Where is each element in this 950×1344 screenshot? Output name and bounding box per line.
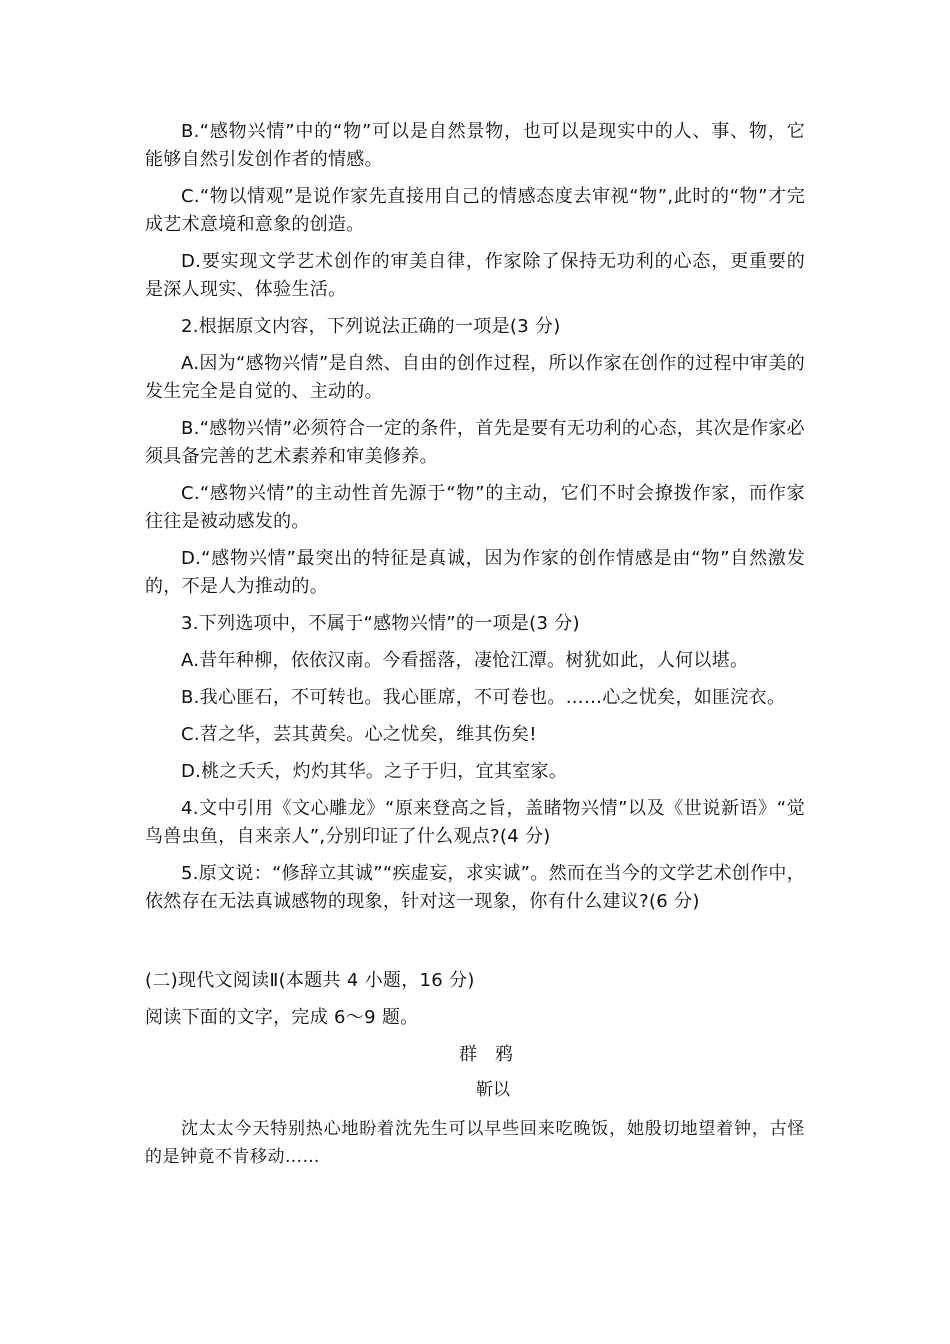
exam-page <box>145 118 805 1180</box>
story-title: 群鸦 <box>459 1044 531 1065</box>
q2-option-d: D.“感物兴情”最突出的特征是真诚，因为作家的创作情感是由“物”自然激发的，不是人为推动的。 <box>145 548 805 597</box>
q3-option-c: C.苕之华，芸其黄矣。心之忧矣，维其伤矣! <box>181 724 537 745</box>
q2-option-b: B.“感物兴情”必须符合一定的条件，首先是要有无功利的心态，其次是作家必须具备完善的艺术素养和审美修养。 <box>145 418 805 467</box>
q2-option-a: A.因为“感物兴情”是自然、自由的创作过程，所以作家在创作的过程中审美的发生完全是自觉的、主动的。 <box>145 353 805 402</box>
section-spacer <box>145 925 805 967</box>
story-opening: 沈太太今天特别热心地盼着沈先生可以早些回来吃晚饭，她殷切地望着钟，古怪的是钟竟不肯移动…… <box>145 1119 805 1167</box>
q4-stem: 4.文中引用《文心雕龙》“原来登高之旨，盖睹物兴情”以及《世说新语》“觉鸟兽虫鱼，自来亲人”,分别印证了什么观点?(4 分) <box>145 798 805 847</box>
q1-option-d: D.要实现文学艺术创作的审美自律，作家除了保持无功利的心态，更重要的是深人现实、体验生活。 <box>145 251 805 300</box>
section2-heading: (二)现代文阅读Ⅱ(本题共 4 小题，16 分) <box>145 970 475 991</box>
q2-stem: 2.根据原文内容，下列说法正确的一项是(3 分) <box>181 316 561 337</box>
q3-stem: 3.下列选项中，不属于“感物兴情”的一项是(3 分) <box>181 613 580 634</box>
q2-option-c: C.“感物兴情”的主动性首先源于“物”的主动，它们不时会撩拨作家，而作家往往是被动感发的。 <box>145 483 805 532</box>
q5-stem: 5.原文说：“修辞立其诚”“疾虚妄，求实诚”。然而在当今的文学艺术创作中，依然存在无法真诚感物的现象，针对这一现象，你有什么建议?(6 分) <box>145 863 805 912</box>
q1-option-b: B.“感物兴情”中的“物”可以是自然景物，也可以是现实中的人、事、物，它能够自然引发创作者的情感。 <box>145 121 805 170</box>
section2-instruction: 阅读下面的文字，完成 6～9 题。 <box>145 1007 419 1028</box>
q1-option-c: C.“物以情观”是说作家先直接用自己的情感态度去审视“物”,此时的“物”才完成艺术意境和意象的创造。 <box>145 186 805 235</box>
q3-option-d: D.桃之夭夭，灼灼其华。之子于归，宜其室家。 <box>181 761 568 782</box>
q3-option-a: A.昔年种柳，依依汉南。今看摇落，凄怆江潭。树犹如此，人何以堪。 <box>181 650 749 671</box>
story-author: 靳以 <box>476 1080 510 1100</box>
q3-option-b: B.我心匪石，不可转也。我心匪席，不可卷也。……心之忧矣，如匪浣衣。 <box>181 687 786 708</box>
